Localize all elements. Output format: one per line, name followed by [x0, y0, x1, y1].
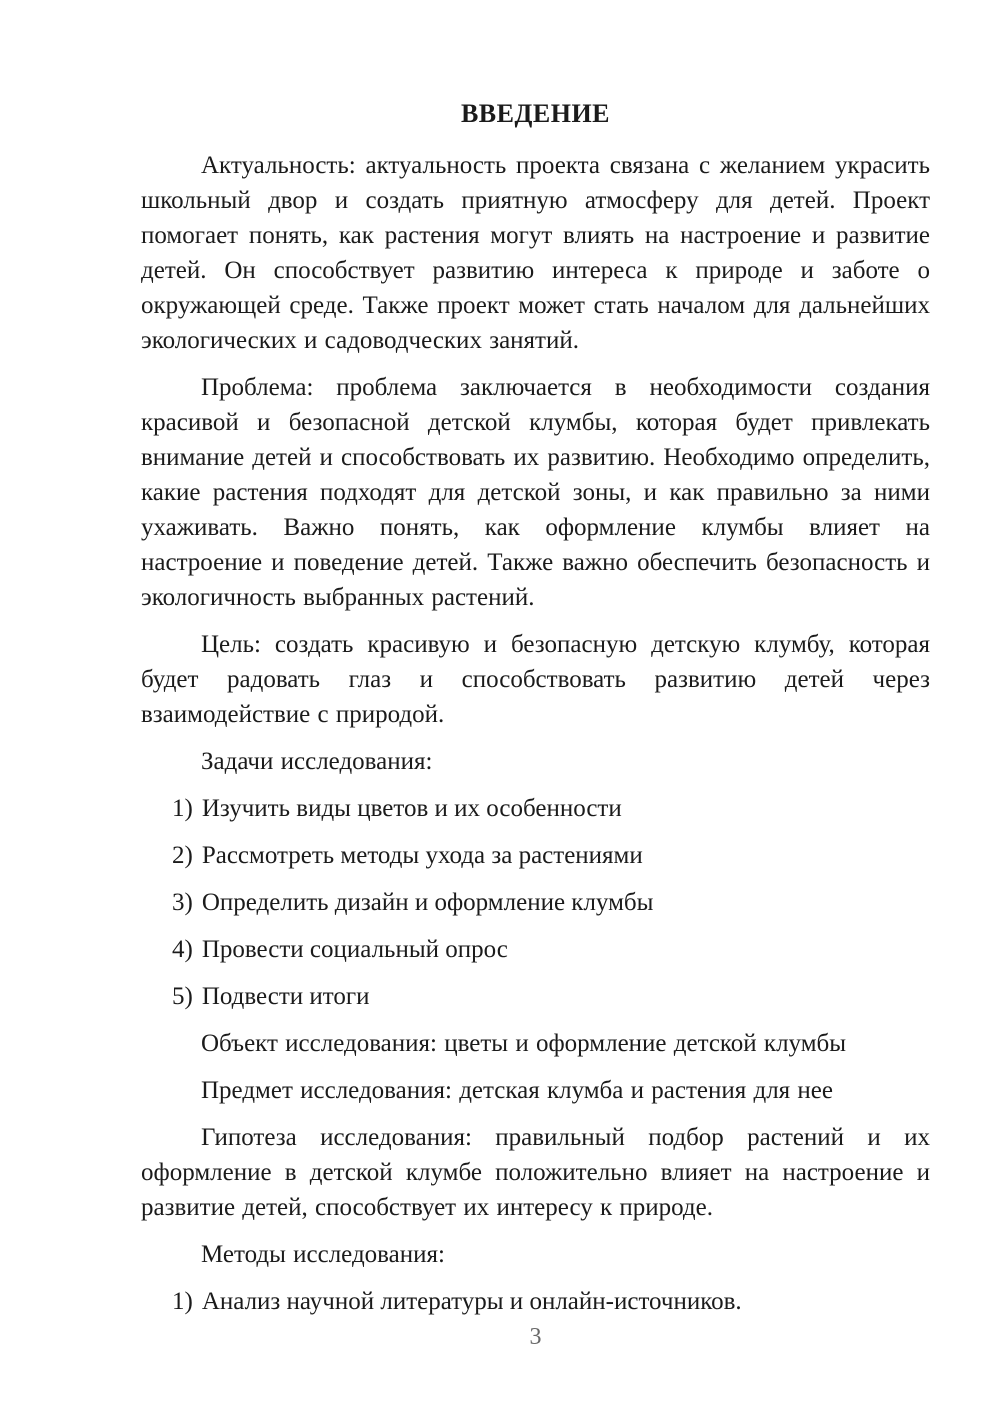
task-number: 5)	[172, 983, 193, 1010]
task-text: Рассмотреть методы ухода за растениями	[201, 842, 643, 869]
method-text: Анализ научной литературы и онлайн-источников.	[201, 1288, 742, 1315]
task-item	[141, 885, 930, 920]
task-item	[141, 791, 930, 826]
task-number: 4)	[172, 936, 193, 963]
task-text: Провести социальный опрос	[201, 936, 508, 963]
task-item	[141, 932, 930, 967]
task-text: Изучить виды цветов и их особенности	[201, 795, 622, 822]
research-object-line: Объект исследования: цветы и оформление детской клумбы	[201, 1030, 847, 1057]
page-number: 3	[529, 1324, 542, 1350]
method-item	[141, 1284, 930, 1319]
task-text: Определить дизайн и оформление клумбы	[201, 889, 654, 916]
paragraph-hypothesis: Гипотеза исследования: правильный подбор растений и их оформление в детской клумбе положительно влияет на настроение и развитие детей, способствует их интересу к природе.	[141, 1124, 930, 1221]
task-item	[141, 979, 930, 1014]
task-item	[141, 838, 930, 873]
paragraph-problem: Проблема: проблема заключается в необходимости создания красивой и безопасной детской клумбы, которая будет привлекать внимание детей и способствовать их развитию. Необходимо определить, какие растения подходят для детской зоны, и как правильно за ними ухаживать. Важно понять, как оформление клумбы влияет на настроение и поведение детей. Также важно обеспечить безопасность и экологичность выбранных растений.	[141, 374, 930, 611]
task-number: 3)	[172, 889, 193, 916]
task-text: Подвести итоги	[201, 983, 370, 1010]
method-number: 1)	[172, 1288, 193, 1315]
page-title: ВВЕДЕНИЕ	[460, 99, 611, 128]
methods-heading: Методы исследования:	[201, 1241, 445, 1268]
paragraph-relevance: Актуальность: актуальность проекта связана с желанием украсить школьный двор и создать приятную атмосферу для детей. Проект помогает понять, как растения могут влиять на настроение и развитие детей. Он способствует развитию интереса к природе и заботе о окружающей среде. Также проект может стать началом для дальнейших экологических и садоводческих занятий.	[141, 152, 930, 354]
paragraph-goal: Цель: создать красивую и безопасную детскую клумбу, которая будет радовать глаз и способствовать развитию детей через взаимодействие с природой.	[141, 631, 930, 728]
task-number: 1)	[172, 795, 193, 822]
document-content	[141, 95, 930, 1331]
research-subject-line: Предмет исследования: детская клумба и растения для нее	[201, 1077, 833, 1104]
tasks-heading: Задачи исследования:	[201, 748, 433, 775]
task-number: 2)	[172, 842, 193, 869]
